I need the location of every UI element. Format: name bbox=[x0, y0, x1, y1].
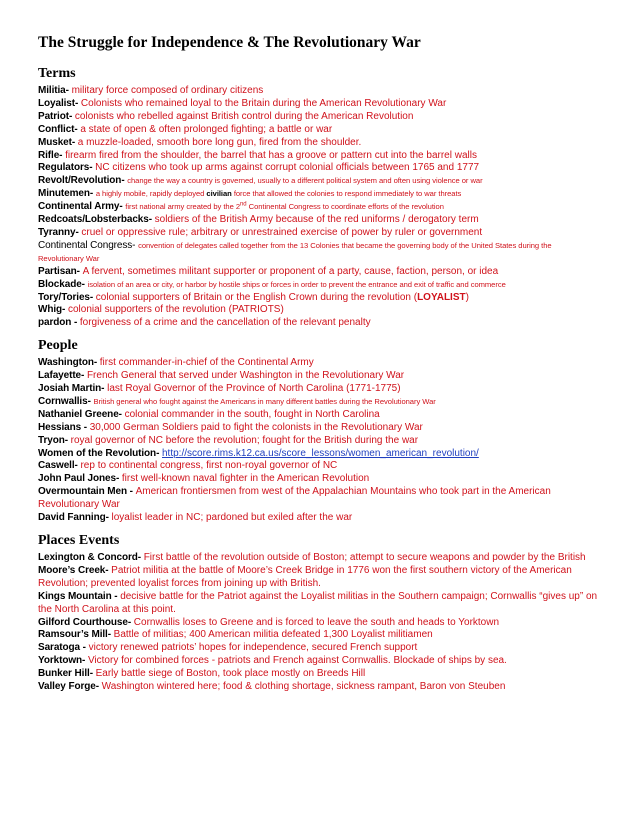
term-row-conflict: Conflict- a state of open & often prolonged fighting; a battle or war bbox=[38, 123, 333, 135]
term-row-pardon: pardon - forgiveness of a crime and the cancellation of the relevant penalty bbox=[38, 317, 371, 329]
event-row-gilford-courthouse: Gilford Courthouse- Cornwallis loses to Greene and is forced to leave the south and heads to Yorktown bbox=[38, 616, 500, 628]
term-definition: soldiers of the British Army because of the red uniforms / derogatory term bbox=[154, 214, 479, 226]
term-label: Tyranny bbox=[38, 226, 76, 238]
event-description: victory renewed patriots’ hopes for independence, secured French support bbox=[88, 642, 418, 654]
person-row-washington: Washington- first commander-in-chief of the Continental Army bbox=[38, 357, 314, 369]
event-row-saratoga: Saratoga - victory renewed patriots’ hopes for independence, secured French support bbox=[38, 642, 418, 654]
person-description: colonial commander in the south, fought in North Carolina bbox=[124, 408, 380, 420]
emphasis-word: civilian bbox=[206, 189, 232, 199]
term-definition: colonists who rebelled against British control during the American Revolution bbox=[74, 110, 414, 122]
event-row-yorktown: Yorktown- Victory for combined forces - patriots and French against Cornwallis. Blockade of ships by sea. bbox=[38, 655, 507, 667]
term-label: Partisan bbox=[38, 265, 77, 277]
term-definition: a state of open & often prolonged fighting; a battle or war bbox=[80, 123, 333, 135]
term-definition: isolation of an area or city, or harbor by hostile ships or forces in order to prevent the entrance and exit of traffic and commerce bbox=[87, 279, 506, 289]
event-name: Yorktown bbox=[38, 655, 83, 667]
person-name: Nathaniel Greene bbox=[38, 408, 119, 420]
term-label: Militia bbox=[38, 85, 66, 96]
person-name: Tryon bbox=[38, 434, 65, 446]
term-label: Continental Congress bbox=[38, 239, 133, 251]
person-row-david-fanning: David Fanning- loyalist leader in NC; pardoned but exiled after the war bbox=[38, 512, 353, 524]
person-name: David Fanning bbox=[38, 512, 106, 524]
event-name: Valley Forge bbox=[38, 681, 96, 693]
event-name: Gilford Courthouse bbox=[38, 616, 128, 628]
term-definition: change the way a country is governed, usually to a different political system and often using violence or war bbox=[127, 176, 483, 186]
person-description: royal governor of NC before the revolution; fought for the British during the war bbox=[70, 434, 419, 446]
event-name: Kings Mountain bbox=[38, 590, 112, 602]
event-row-ramsours-mill: Ramsour’s Mill- Battle of militias; 400 American militia defeated 1,300 Loyalist militiamen bbox=[38, 629, 433, 641]
term-row-loyalist: Loyalist- Colonists who remained loyal to the Britain during the American Revolutionary War bbox=[38, 97, 447, 109]
person-description: first commander-in-chief of the Continental Army bbox=[99, 357, 314, 369]
term-label: Blockade bbox=[38, 278, 82, 290]
ordinal-superscript: nd bbox=[240, 201, 247, 208]
person-name: Caswell bbox=[38, 460, 75, 472]
person-name: John Paul Jones bbox=[38, 473, 116, 485]
person-name: Cornwallis bbox=[38, 395, 88, 407]
section-heading-people: People bbox=[38, 338, 78, 354]
term-row-regulators: Regulators- NC citizens who took up arms against corrupt colonial officials between 1765 and 1777 bbox=[38, 162, 480, 174]
event-description: First battle of the revolution outside of Boston; attempt to secure weapons and powder by the British bbox=[143, 552, 586, 563]
term-label: Minutemen bbox=[38, 188, 90, 200]
term-label: pardon bbox=[38, 317, 72, 329]
event-row-kings-mountain: Kings Mountain - decisive battle for the Patriot against the Loyalist militias in the Southern campaign; Cornwallis “gives up” on the North Carolina at this point. bbox=[38, 590, 598, 615]
term-definition: A fervent, sometimes militant supporter or proponent of a party, cause, faction, person, or idea bbox=[82, 265, 499, 277]
term-label: Regulators bbox=[38, 162, 90, 174]
term-row-militia: Militia- military force composed of ordinary citizens bbox=[38, 85, 264, 96]
person-description: first well-known naval fighter in the American Revolution bbox=[121, 473, 370, 485]
person-name: Hessians bbox=[38, 421, 82, 433]
term-definition: first national army created by the 2nd Continental Congress to coordinate efforts of the revolution bbox=[125, 201, 444, 212]
section-heading-places-events: Places Events bbox=[38, 533, 120, 548]
event-name: Lexington & Concord bbox=[38, 552, 138, 563]
event-name: Moore’s Creek bbox=[38, 564, 106, 576]
event-row-moores-creek: Moore’s Creek- Patriot militia at the battle of Moore’s Creek Bridge in 1776 won the first southern victory of the American Revolution; prevented loyalist forces from joining up with British. bbox=[38, 564, 572, 589]
term-row-whig: Whig- colonial supporters of the revolution (PATRIOTS) bbox=[38, 304, 284, 316]
term-label: Conflict bbox=[38, 123, 75, 135]
person-description: American frontiersmen from west of the Appalachian Mountains who took part in the American Revolutionary War bbox=[38, 486, 551, 511]
person-description: loyalist leader in NC; pardoned but exiled after the war bbox=[111, 512, 353, 524]
section-heading-terms: Terms bbox=[38, 66, 76, 81]
term-label: Rifle bbox=[38, 149, 60, 161]
event-row-lexington-concord: Lexington & Concord- First battle of the revolution outside of Boston; attempt to secure weapons and powder by the British bbox=[38, 552, 586, 563]
term-label: Whig bbox=[38, 304, 63, 316]
term-label: Tory/Tories bbox=[38, 291, 90, 303]
term-label: Loyalist bbox=[38, 97, 75, 109]
term-row-musket: Musket- a muzzle-loaded, smooth bore long gun, fired from the shoulder. bbox=[38, 136, 362, 148]
term-definition: NC citizens who took up arms against corrupt colonial officials between 1765 and 1777 bbox=[95, 162, 480, 174]
person-row-lafayette: Lafayette- French General that served under Washington in the Revolutionary War bbox=[38, 370, 405, 382]
event-description: Cornwallis loses to Greene and is forced to leave the south and heads to Yorktown bbox=[133, 616, 500, 628]
person-row-john-paul-jones: John Paul Jones- first well-known naval fighter in the American Revolution bbox=[38, 473, 370, 485]
term-definition: convention of delegates called together from the 13 Colonies that became the governing body of the United States during the Revolutionary War bbox=[38, 240, 552, 263]
term-label: Musket bbox=[38, 136, 72, 148]
event-description: Patriot militia at the battle of Moore’s Creek Bridge in 1776 won the first southern victory of the American Revolution; prevented loyalist forces from joining up with British. bbox=[38, 564, 572, 589]
person-row-women-of-revolution: Women of the Revolution- http://score.rims.k12.ca.us/score_lessons/women_american_revolution/ bbox=[38, 447, 479, 459]
event-description: Victory for combined forces - patriots and French against Cornwallis. Blockade of ships by sea. bbox=[87, 655, 507, 667]
person-description: French General that served under Washington in the Revolutionary War bbox=[86, 370, 405, 382]
term-row-continental-congress: Continental Congress- convention of delegates called together from the 13 Colonies that became the governing body of the United States during the Revolutionary War bbox=[38, 239, 552, 263]
person-description: last Royal Governor of the Province of North Carolina (1771-1775) bbox=[107, 383, 401, 395]
person-description: British general who fought against the Americans in many different battles during the Revolutionary War bbox=[93, 396, 436, 406]
person-row-overmountain-men: Overmountain Men - American frontiersmen from west of the Appalachian Mountains who took part in the American Revolutionary War bbox=[38, 486, 551, 511]
person-name: Lafayette bbox=[38, 370, 82, 382]
term-row-redcoats: Redcoats/Lobsterbacks- soldiers of the British Army because of the red uniforms / derogatory term bbox=[38, 214, 479, 226]
person-row-cornwallis: Cornwallis- British general who fought against the Americans in many different battles during the Revolutionary War bbox=[38, 395, 436, 407]
person-name: Washington bbox=[38, 357, 94, 369]
term-label: Redcoats/Lobsterbacks bbox=[38, 214, 149, 226]
term-label: Revolt/Revolution bbox=[38, 175, 122, 187]
term-definition: Colonists who remained loyal to the Britain during the American Revolutionary War bbox=[80, 97, 447, 109]
term-definition: colonial supporters of the revolution (PATRIOTS) bbox=[67, 304, 284, 316]
person-row-josiah-martin: Josiah Martin- last Royal Governor of the Province of North Carolina (1771-1775) bbox=[38, 383, 401, 395]
event-name: Saratoga bbox=[38, 642, 80, 654]
term-row-blockade: Blockade- isolation of an area or city, or harbor by hostile ships or forces in order to prevent the entrance and exit of traffic and commerce bbox=[38, 278, 506, 290]
term-row-rifle: Rifle- firearm fired from the shoulder, the barrel that has a groove or pattern cut into the barrel walls bbox=[38, 149, 477, 161]
person-description: 30,000 German Soldiers paid to fight the colonists in the Revolutionary War bbox=[89, 421, 423, 433]
person-row-hessians: Hessians - 30,000 German Soldiers paid to fight the colonists in the Revolutionary War bbox=[38, 421, 423, 433]
term-definition: colonial supporters of Britain or the English Crown during the revolution (LOYALIST) bbox=[95, 291, 469, 303]
term-row-tyranny: Tyranny- cruel or oppressive rule; arbitrary or unrestrained exercise of power by ruler or government bbox=[38, 226, 483, 238]
event-description: decisive battle for the Patriot against the Loyalist militias in the Southern campaign; Cornwallis “gives up” on the North Carolina at this point. bbox=[38, 590, 598, 615]
event-row-bunker-hill: Bunker Hill- Early battle siege of Boston, took place mostly on Breeds Hill bbox=[38, 668, 366, 680]
event-name: Bunker Hill bbox=[38, 668, 90, 680]
person-row-caswell: Caswell- rep to continental congress, first non-royal governor of NC bbox=[38, 460, 338, 472]
event-name: Ramsour’s Mill bbox=[38, 629, 108, 641]
event-description: Battle of militias; 400 American militia defeated 1,300 Loyalist militiamen bbox=[113, 629, 433, 641]
term-definition: forgiveness of a crime and the cancellation of the relevant penalty bbox=[79, 317, 371, 329]
term-row-minutemen: Minutemen- a highly mobile, rapidly deployed civilian force that allowed the colonies to respond immediately to war threats bbox=[38, 188, 462, 200]
event-description: Washington wintered here; food & clothing shortage, sickness rampant, Baron von Steuben bbox=[101, 681, 506, 693]
term-definition: cruel or oppressive rule; arbitrary or unrestrained exercise of power by ruler or government bbox=[81, 226, 483, 238]
event-description: Early battle siege of Boston, took place mostly on Breeds Hill bbox=[95, 668, 366, 680]
term-label: Patriot bbox=[38, 110, 69, 122]
term-row-tories: Tory/Tories- colonial supporters of Britain or the English Crown during the revolution (LOYALIST) bbox=[38, 291, 469, 303]
term-definition: firearm fired from the shoulder, the barrel that has a groove or pattern cut into the barrel walls bbox=[65, 149, 477, 161]
person-row-nathaniel-greene: Nathaniel Greene- colonial commander in the south, fought in North Carolina bbox=[38, 408, 380, 420]
term-row-patriot: Patriot- colonists who rebelled against British control during the American Revolution bbox=[38, 110, 414, 122]
page-title: The Struggle for Independence & The Revolutionary War bbox=[38, 34, 421, 51]
term-row-partisan: Partisan- A fervent, sometimes militant supporter or proponent of a party, cause, faction, person, or idea bbox=[38, 265, 499, 277]
person-name: Overmountain Men bbox=[38, 486, 127, 498]
document-page bbox=[38, 34, 598, 694]
term-label: Continental Army bbox=[38, 201, 120, 213]
term-row-continental-army: Continental Army- first national army created by the 2nd Continental Congress to coordinate efforts of the revolution bbox=[38, 201, 444, 213]
women-revolution-link[interactable]: http://score.rims.k12.ca.us/score_lessons/women_american_revolution/ bbox=[162, 447, 479, 459]
term-definition: a muzzle-loaded, smooth bore long gun, fired from the shoulder. bbox=[77, 136, 362, 148]
person-row-tryon: Tryon- royal governor of NC before the revolution; fought for the British during the war bbox=[38, 434, 419, 446]
person-description: rep to continental congress, first non-royal governor of NC bbox=[80, 460, 338, 472]
term-row-revolution: Revolt/Revolution- change the way a country is governed, usually to a different political system and often using violence or war bbox=[38, 175, 483, 187]
term-definition: a highly mobile, rapidly deployed civilian force that allowed the colonies to respond immediately to war threats bbox=[95, 189, 462, 199]
term-definition: military force composed of ordinary citizens bbox=[71, 85, 264, 96]
emphasis-word: LOYALIST bbox=[417, 291, 466, 303]
event-row-valley-forge: Valley Forge- Washington wintered here; food & clothing shortage, sickness rampant, Baron von Steuben bbox=[38, 681, 506, 693]
person-name: Josiah Martin bbox=[38, 383, 102, 395]
person-name: Women of the Revolution bbox=[38, 447, 157, 459]
